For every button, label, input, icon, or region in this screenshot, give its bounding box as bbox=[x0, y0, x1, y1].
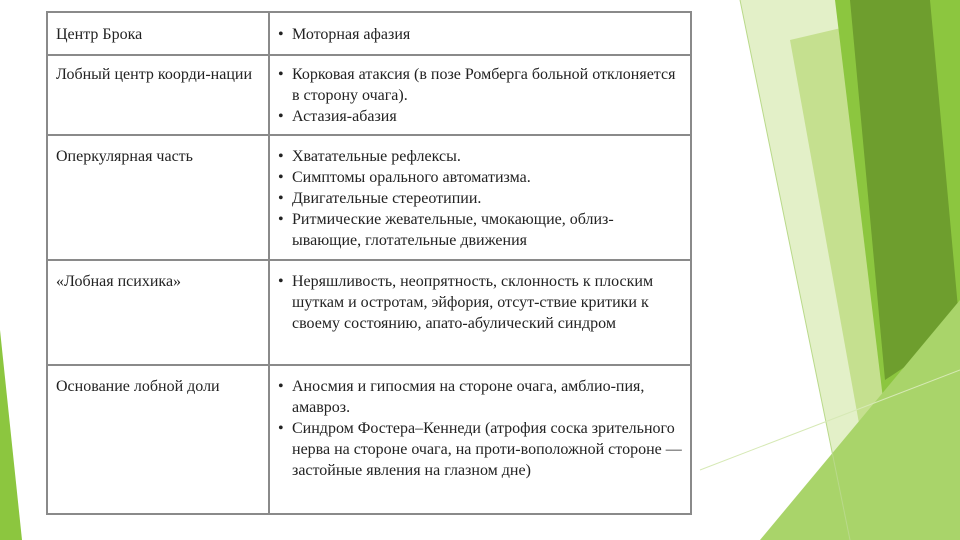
symptom-list bbox=[278, 146, 682, 251]
area-cell bbox=[47, 135, 269, 260]
symptom-item: • Аносмия и гипосмия на стороне очага, амблио-пия, амавроз. bbox=[278, 376, 682, 418]
area-text: Центр Брока bbox=[56, 26, 143, 43]
symptom-item: • Симптомы орального автоматизма. bbox=[278, 167, 682, 188]
symptoms-cell bbox=[269, 260, 691, 365]
left-green-wedge bbox=[0, 330, 22, 540]
area-cell bbox=[47, 12, 269, 55]
symptoms-cell bbox=[269, 365, 691, 514]
symptom-item: • Корковая атаксия (в позе Ромберга больной отклоняется в сторону очага). bbox=[278, 64, 682, 106]
area-text: Оперкулярная часть bbox=[56, 148, 193, 165]
table-row bbox=[47, 365, 691, 514]
symptom-item: • Моторная афазия bbox=[278, 24, 682, 45]
symptom-item: • Астазия-абазия bbox=[278, 106, 682, 127]
symptom-list bbox=[278, 376, 682, 481]
table-row bbox=[47, 12, 691, 55]
area-text: «Лобная психика» bbox=[56, 273, 182, 290]
area-cell bbox=[47, 260, 269, 365]
symptom-item: • Неряшливость, неопрятность, склонность к плоским шуткам и остротам, эйфория, отсут-ствие критики к своему состоянию, апато-абулический синдром bbox=[278, 271, 682, 334]
symptoms-cell bbox=[269, 135, 691, 260]
table-row bbox=[47, 260, 691, 365]
symptom-item: • Ритмические жевательные, чмокающие, облиз-ывающие, глотательные движения bbox=[278, 209, 682, 251]
symptoms-cell bbox=[269, 12, 691, 55]
table-row bbox=[47, 55, 691, 135]
symptom-list bbox=[278, 64, 682, 127]
symptom-list bbox=[278, 271, 682, 334]
symptom-item: • Хватательные рефлексы. bbox=[278, 146, 682, 167]
frontal-lobe-syndromes-table bbox=[46, 11, 692, 515]
symptom-item: • Двигательные стереотипии. bbox=[278, 188, 682, 209]
area-cell bbox=[47, 365, 269, 514]
symptom-item: • Синдром Фостера–Кеннеди (атрофия соска зрительного нерва на стороне очага, на проти-воположной стороне — застойные явления на глазном дне) bbox=[278, 418, 682, 481]
area-text: Основание лобной доли bbox=[56, 378, 220, 395]
symptom-list bbox=[278, 24, 682, 45]
table-row bbox=[47, 135, 691, 260]
area-cell bbox=[47, 55, 269, 135]
area-text: Лобный центр коорди-нации bbox=[56, 66, 253, 83]
symptoms-cell bbox=[269, 55, 691, 135]
